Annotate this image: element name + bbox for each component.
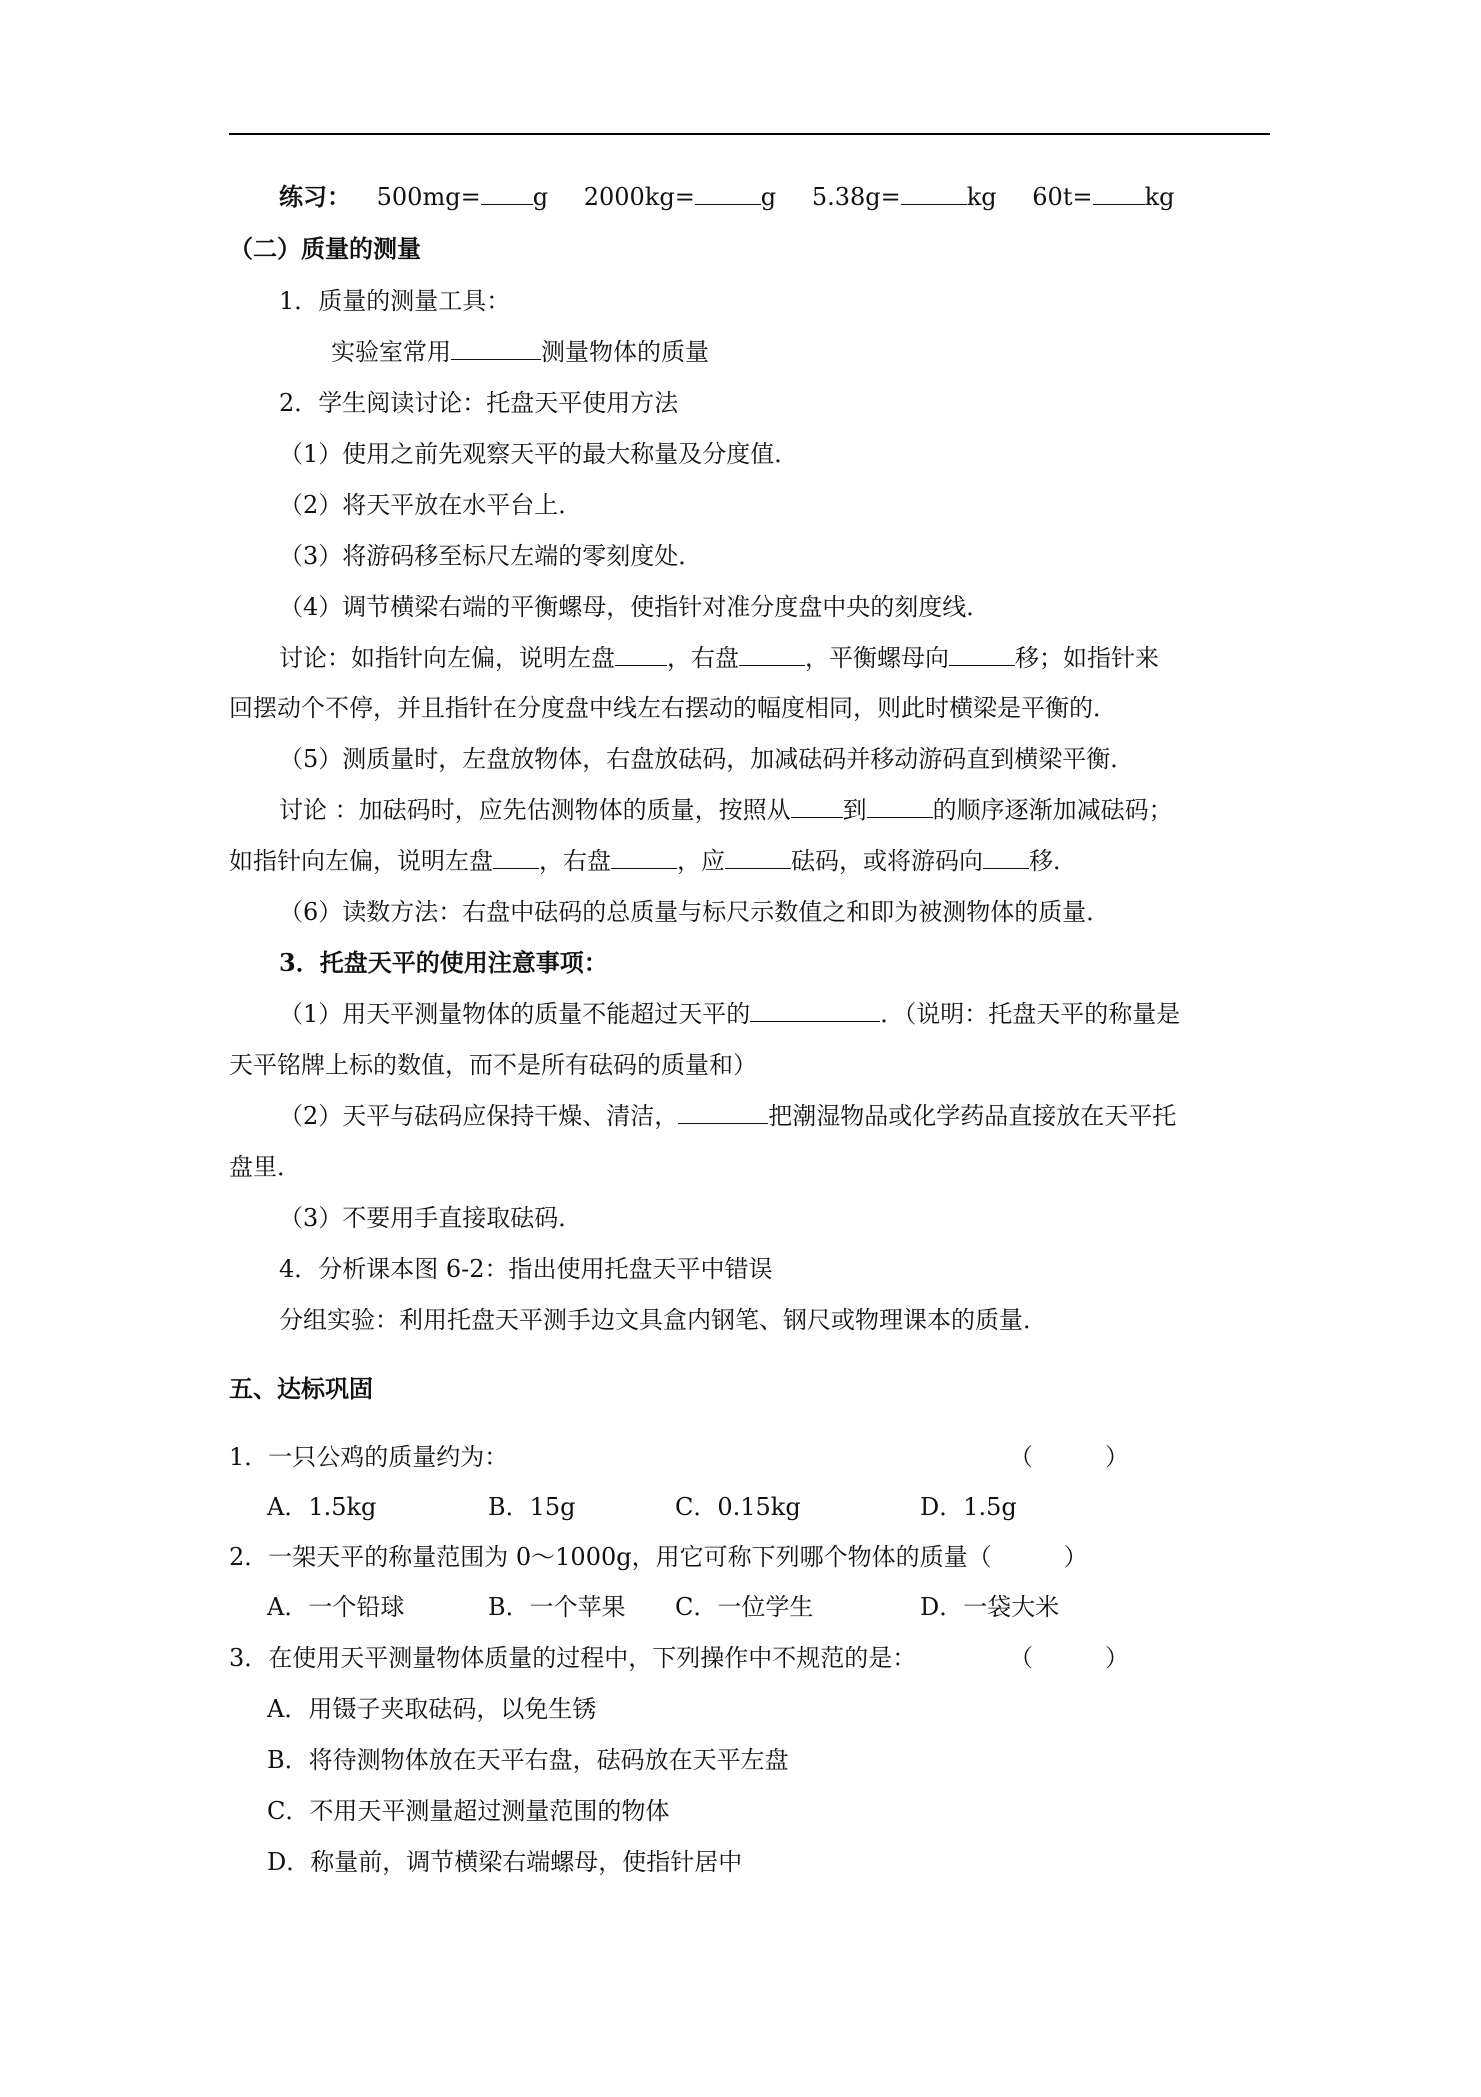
item-1-text [331, 335, 1372, 369]
text: 讨论：如指针向左偏，说明左盘 [279, 644, 615, 672]
answer-blank[interactable] [611, 846, 677, 869]
exercise-q2: 2000kg= [583, 183, 695, 211]
section-title-measurement: （二）质量的测量 [229, 234, 421, 263]
option-c[interactable]: C．不用天平测量超过测量范围的物体 [267, 1797, 670, 1825]
exercise-unit: g [532, 183, 549, 211]
step-5: （5）测质量时，左盘放物体，右盘放砝码，加减砝码并移动游码直到横梁平衡． [279, 745, 1135, 773]
group-experiment: 分组实验：利用托盘天平测手边文具盒内钢笔、钢尺或物理课本的质量． [279, 1306, 1047, 1334]
step-3: （3）将游码移至标尺左端的零刻度处． [279, 542, 703, 570]
exercise-q4: 60t= [1032, 183, 1093, 211]
question-1 [229, 1440, 1270, 1474]
note-3: （3）不要用手直接取砝码． [279, 1204, 583, 1232]
section-title-consolidation: 五、达标巩固 [229, 1374, 373, 1403]
text: 把潮湿物品或化学药品直接放在天平托 [768, 1102, 1177, 1130]
question-text: 1．一只公鸡的质量约为： [229, 1443, 509, 1471]
note-1 [279, 997, 1320, 1031]
text: 砝码，或将游码向 [791, 847, 983, 875]
question-2: 2．一架天平的称量范围为 0～1000g，用它可称下列哪个物体的质量（ ） [229, 1543, 1088, 1571]
discussion-1-line-2: 回摆动个不停，并且指针在分度盘中线左右摆动的幅度相同，则此时横梁是平衡的． [229, 694, 1117, 722]
text: ，右盘 [539, 847, 611, 875]
answer-blank[interactable] [983, 846, 1029, 869]
answer-paren[interactable]: （ ） [1009, 1644, 1129, 1672]
exercise-unit: kg [966, 183, 997, 211]
option-d[interactable]: D．称量前，调节横梁右端螺母，使指针居中 [267, 1848, 743, 1876]
text: 测量物体的质量 [541, 338, 709, 366]
exercise-unit: kg [1144, 183, 1175, 211]
text: 移；如指针来 [1015, 644, 1159, 672]
option-d[interactable]: D．一袋大米 [920, 1593, 1060, 1621]
answer-blank[interactable] [678, 1101, 768, 1124]
answer-blank[interactable] [725, 846, 791, 869]
answer-blank[interactable] [867, 795, 933, 818]
option-a[interactable]: A．一个铅球 [267, 1593, 405, 1621]
answer-blank[interactable] [750, 999, 880, 1022]
answer-blank[interactable] [695, 182, 761, 205]
discussion-2-line-2 [229, 844, 1270, 878]
text: 讨论 ：加砝码时，应先估测物体的质量，按照从 [279, 796, 791, 824]
question-text: 3．在使用天平测量物体质量的过程中，下列操作中不规范的是： [229, 1644, 917, 1672]
discussion-1 [279, 641, 1320, 675]
option-b[interactable]: B．将待测物体放在天平右盘，砝码放在天平左盘 [267, 1746, 789, 1774]
answer-blank[interactable] [949, 643, 1015, 666]
note-2-line-2: 盘里． [229, 1153, 301, 1181]
text: （2）天平与砝码应保持干燥、清洁， [279, 1102, 679, 1130]
answer-blank[interactable] [493, 846, 539, 869]
item-2: 2．学生阅读讨论：托盘天平使用方法 [279, 389, 679, 417]
answer-blank[interactable] [481, 182, 533, 205]
step-2: （2）将天平放在水平台上． [279, 491, 583, 519]
item-1: 1．质量的测量工具： [279, 287, 511, 315]
header-rule [229, 133, 1270, 135]
exercise-unit: g [760, 183, 777, 211]
option-d[interactable]: D．1.5g [920, 1493, 1017, 1521]
note-1-line-2: 天平铭牌上标的数值，而不是所有砝码的质量和） [229, 1051, 757, 1079]
text: 移． [1029, 847, 1077, 875]
step-1: （1）使用之前先观察天平的最大称量及分度值． [279, 440, 799, 468]
exercise-label: 练习： [279, 182, 351, 211]
question-3 [229, 1641, 1270, 1675]
text: 的顺序逐渐加减砝码； [932, 796, 1173, 824]
option-a[interactable]: A．1.5kg [267, 1493, 377, 1521]
option-b[interactable]: B．15g [488, 1493, 576, 1521]
text: （1）用天平测量物体的质量不能超过天平的 [279, 1000, 751, 1028]
text: 到 [842, 796, 867, 824]
text: ，平衡螺母向 [805, 644, 949, 672]
text: ，右盘 [667, 644, 739, 672]
text: 如指针向左偏，说明左盘 [229, 847, 493, 875]
text: 实验室常用 [331, 338, 451, 366]
answer-blank[interactable] [901, 182, 967, 205]
answer-blank[interactable] [739, 643, 805, 666]
exercise-line [279, 180, 1320, 214]
option-b[interactable]: B．一个苹果 [488, 1593, 626, 1621]
step-4: （4）调节横梁右端的平衡螺母，使指针对准分度盘中央的刻度线． [279, 593, 991, 621]
answer-blank[interactable] [1093, 182, 1145, 205]
option-c[interactable]: C．0.15kg [675, 1493, 801, 1521]
text: ．（说明：托盘天平的称量是 [880, 1000, 1181, 1028]
answer-paren[interactable]: （ ） [1009, 1443, 1129, 1471]
item-4: 4．分析课本图 6-2：指出使用托盘天平中错误 [279, 1255, 773, 1283]
exercise-q1: 500mg= [376, 183, 481, 211]
option-c[interactable]: C．一位学生 [675, 1593, 814, 1621]
option-a[interactable]: A．用镊子夹取砝码，以免生锈 [267, 1695, 597, 1723]
exercise-q3: 5.38g= [811, 183, 901, 211]
answer-blank[interactable] [791, 795, 843, 818]
note-2 [279, 1099, 1320, 1133]
step-6: （6）读数方法：右盘中砝码的总质量与标尺示数值之和即为被测物体的质量． [279, 898, 1111, 926]
text: ，应 [677, 847, 725, 875]
answer-blank[interactable] [451, 337, 541, 360]
item-3: 3．托盘天平的使用注意事项： [279, 948, 608, 977]
discussion-2 [279, 793, 1320, 827]
answer-blank[interactable] [615, 643, 667, 666]
